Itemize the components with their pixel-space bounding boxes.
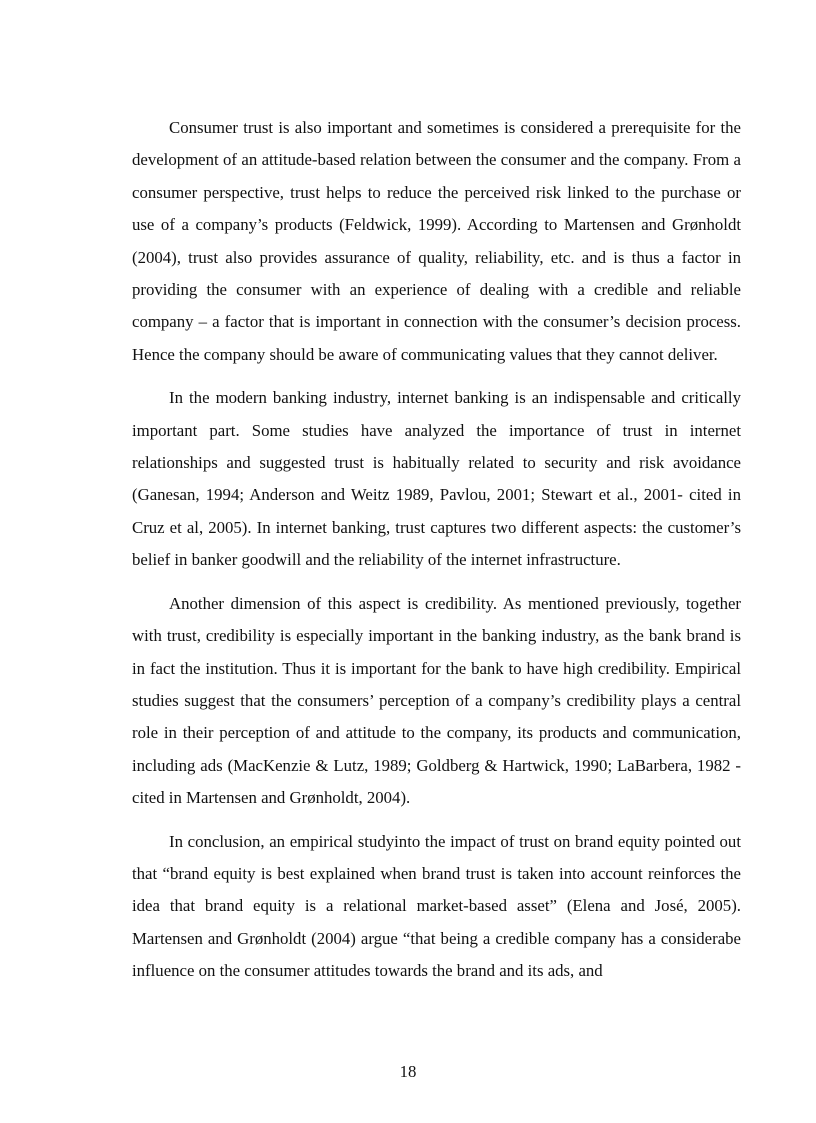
paragraph-consumer-trust: Consumer trust is also important and sometimes is considered a prerequisite for the development of an attitude-based relation between the consumer and the company. From a consumer perspective, trust helps to reduce the perceived risk linked to the purchase or use of a company’s products (Feldwick, 1999). According to Martensen and Grønholdt (2004), trust also provides assurance of quality, reliability, etc. and is thus a factor in providing the consumer with an experience of dealing with a credible and reliable company – a factor that is important in connection with the consumer’s decision process. Hence the company should be aware of communicating values that they cannot deliver. [132, 118, 741, 364]
body-text [132, 112, 741, 999]
page-number: 18 [399, 1062, 417, 1081]
paragraph-conclusion: In conclusion, an empirical studyinto the impact of trust on brand equity pointed out that “brand equity is best explained when brand trust is taken into account reinforces the idea that brand equity is a relational market-based asset” (Elena and José, 2005). Martensen and Grønholdt (2004) argue “that being a credible company has a considerabe influence on the consumer attitudes towards the brand and its ads, and [132, 831, 741, 981]
paragraph-credibility: Another dimension of this aspect is credibility. As mentioned previously, together with trust, credibility is especially important in the banking industry, as the bank brand is in fact the institution. Thus it is important for the bank to have high credibility. Empirical studies suggest that the consumers’ perception of a company’s credibility plays a central role in their perception of and attitude to the company, its products and communication, including ads (MacKenzie & Lutz, 1989; Goldberg & Hartwick, 1990; LaBarbera, 1982 - cited in Martensen and Grønholdt, 2004). [132, 593, 741, 808]
paragraph-internet-banking: In the modern banking industry, internet banking is an indispensable and critically important part. Some studies have analyzed the importance of trust in internet relationships and suggested trust is habitually related to security and risk avoidance (Ganesan, 1994; Anderson and Weitz 1989, Pavlou, 2001; Stewart et al., 2001- cited in Cruz et al, 2005). In internet banking, trust captures two different aspects: the customer’s belief in banker goodwill and the reliability of the internet infrastructure. [132, 388, 741, 570]
